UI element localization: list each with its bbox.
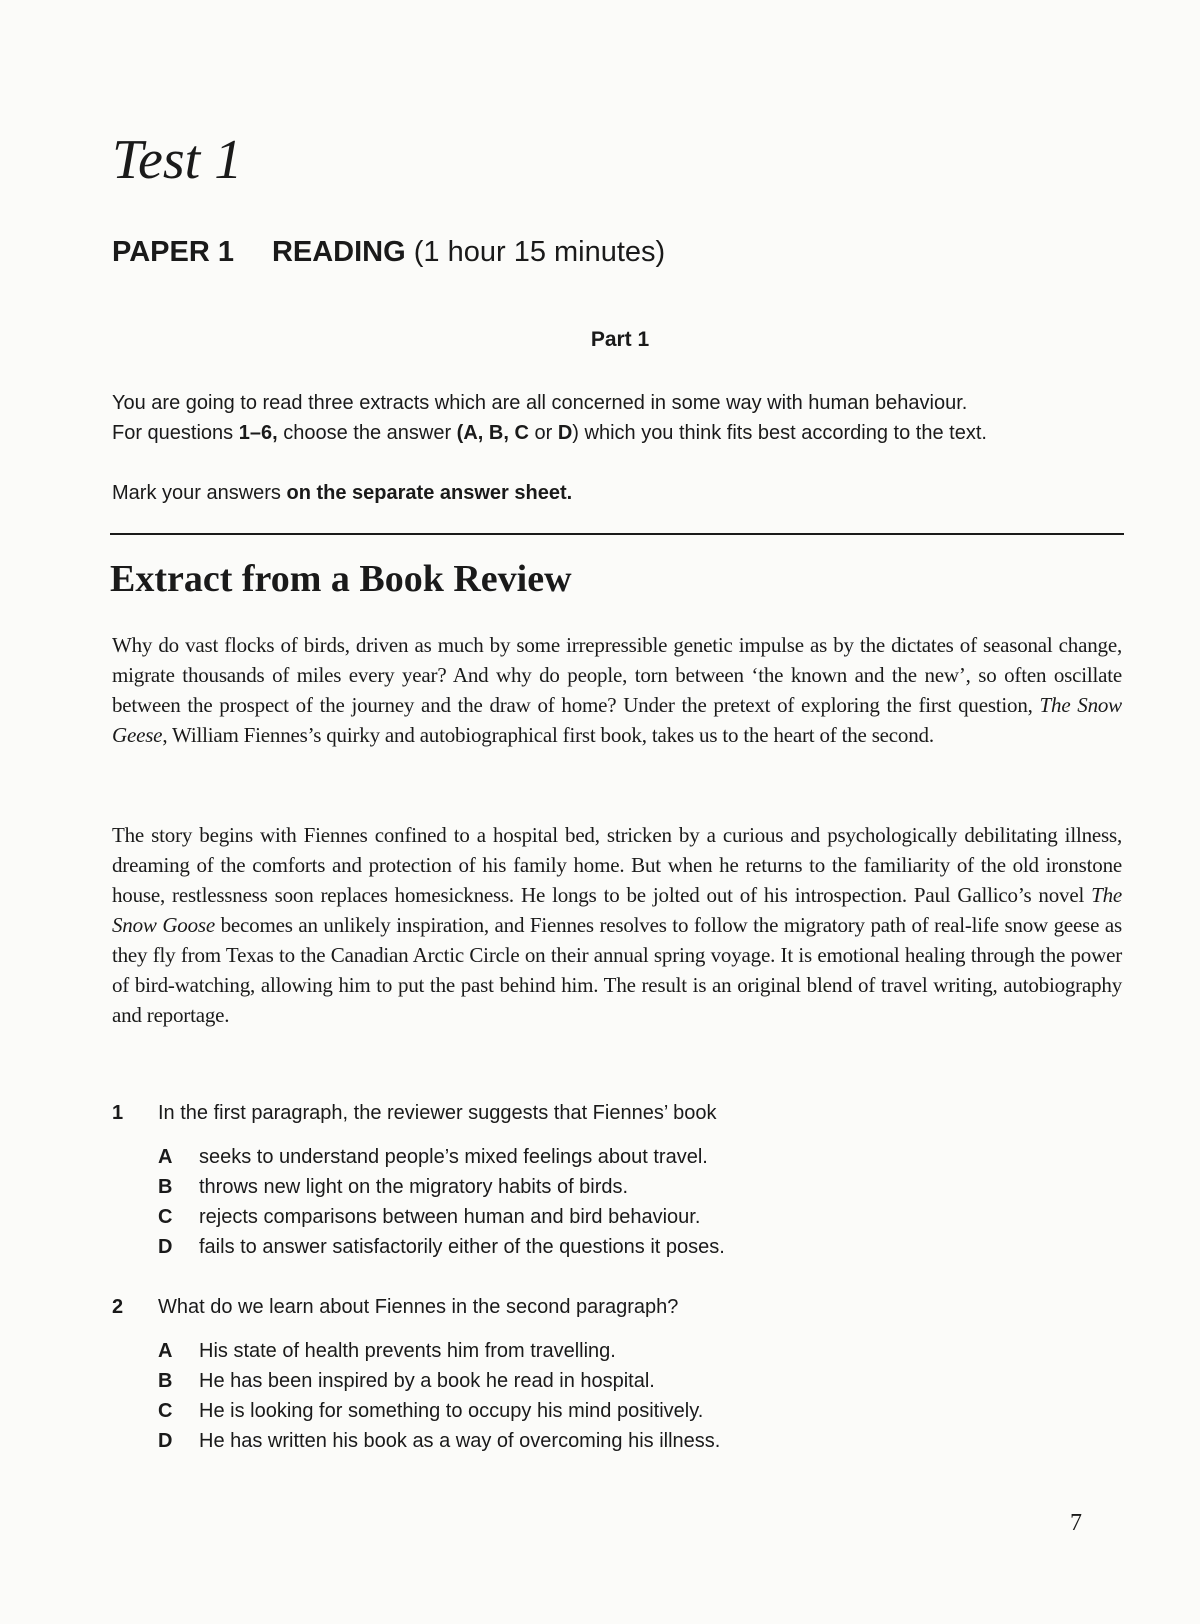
book-title: The Snow Geese bbox=[112, 693, 1122, 747]
extract-paragraph-2: The story begins with Fiennes confined to a hospital bed, stricken by a curious and psychologically debilitating illness, dreaming of the comforts and protection of his family home. But when he returns to the familiarity of the old ironstone house, restlessness soon replaces homesickness. He longs to be jolted out of his introspection. Paul Gallico’s novel The Snow Goose becomes an unlikely inspiration, and Fiennes resolves to follow the migratory path of real-life snow geese as they fly from Texas to the Canadian Arctic Circle on their annual spring voyage. It is emotional healing through the power of bird-watching, allowing him to put the past behind him. The result is an original blend of travel writing, autobiography and reportage. bbox=[112, 823, 1122, 1027]
extract-title: Extract from a Book Review bbox=[110, 558, 572, 600]
option-letter: C bbox=[158, 1400, 173, 1422]
extract-paragraph-1: Why do vast flocks of birds, driven as much by some irrepressible genetic impulse as by the dictates of seasonal change, migrate thousands of miles every year? And why do people, torn between ‘the known and the new’, so often oscillate between the prospect of the journey and the draw of home? Under the pretext of exploring the first question, The Snow Geese, William Fiennes’s quirky and autobiographical first book, takes us to the heart of the second. bbox=[112, 633, 1122, 747]
question-2 bbox=[112, 1292, 1122, 1456]
answer-option-c[interactable] bbox=[112, 1202, 1122, 1232]
part-label: Part 1 bbox=[590, 328, 650, 351]
option-letter: A bbox=[158, 1146, 173, 1168]
option-c-ref: C bbox=[514, 422, 529, 444]
option-text: He has written his book as a way of overcoming his illness. bbox=[199, 1430, 721, 1452]
paper-heading bbox=[112, 234, 665, 270]
option-letter: D bbox=[158, 1430, 173, 1452]
answer-option-d[interactable] bbox=[112, 1426, 1122, 1456]
answer-option-b[interactable] bbox=[112, 1172, 1122, 1202]
paper-duration: (1 hour 15 minutes) bbox=[413, 236, 666, 268]
question-text: In the first paragraph, the reviewer suggests that Fiennes’ book bbox=[158, 1102, 717, 1124]
option-letter: B bbox=[158, 1370, 173, 1392]
answer-option-a[interactable] bbox=[112, 1336, 1122, 1366]
question-range: 1–6, bbox=[238, 422, 278, 444]
option-letter: C bbox=[158, 1206, 173, 1228]
answer-option-b[interactable] bbox=[112, 1366, 1122, 1396]
question-number: 1 bbox=[112, 1102, 124, 1124]
option-text: throws new light on the migratory habits of birds. bbox=[199, 1176, 629, 1198]
answer-options bbox=[112, 1142, 1122, 1262]
question-text: What do we learn about Fiennes in the second paragraph? bbox=[158, 1296, 679, 1318]
option-letter: D bbox=[158, 1236, 173, 1258]
page-number: 7 bbox=[1070, 1510, 1082, 1536]
instructions-line-1: You are going to read three extracts which are all concerned in some way with human behaviour. bbox=[112, 392, 968, 414]
option-b-ref: B, bbox=[488, 422, 509, 444]
section-divider bbox=[110, 533, 1124, 535]
instructions: You are going to read three extracts which are all concerned in some way with human behaviour. For questions 1–6, choose the answer (A, B, C or D) which you think fits best according to the text. bbox=[112, 392, 987, 444]
answer-option-d[interactable] bbox=[112, 1232, 1122, 1262]
option-letter: A bbox=[158, 1340, 173, 1362]
question-1 bbox=[112, 1098, 1122, 1262]
option-text: He has been inspired by a book he read in hospital. bbox=[199, 1370, 655, 1392]
option-text: His state of health prevents him from travelling. bbox=[199, 1340, 616, 1362]
answer-options bbox=[112, 1336, 1122, 1456]
answer-sheet-instruction: Mark your answers on the separate answer sheet. bbox=[112, 482, 573, 504]
paper-name: READING bbox=[271, 236, 406, 268]
option-letter: B bbox=[158, 1176, 173, 1198]
question-number: 2 bbox=[112, 1296, 124, 1318]
option-a-ref: A, bbox=[463, 422, 484, 444]
answer-option-c[interactable] bbox=[112, 1396, 1122, 1426]
option-text: He is looking for something to occupy his mind positively. bbox=[199, 1400, 704, 1422]
option-text: rejects comparisons between human and bird behaviour. bbox=[199, 1206, 701, 1228]
paper-number: PAPER 1 bbox=[112, 236, 234, 268]
option-text: fails to answer satisfactorily either of the questions it poses. bbox=[199, 1236, 725, 1258]
test-title: Test 1 bbox=[112, 129, 243, 191]
answer-option-a[interactable] bbox=[112, 1142, 1122, 1172]
option-text: seeks to understand people’s mixed feelings about travel. bbox=[199, 1146, 708, 1168]
option-d-ref: D bbox=[557, 422, 573, 444]
novel-title: The Snow Goose bbox=[112, 883, 1122, 937]
